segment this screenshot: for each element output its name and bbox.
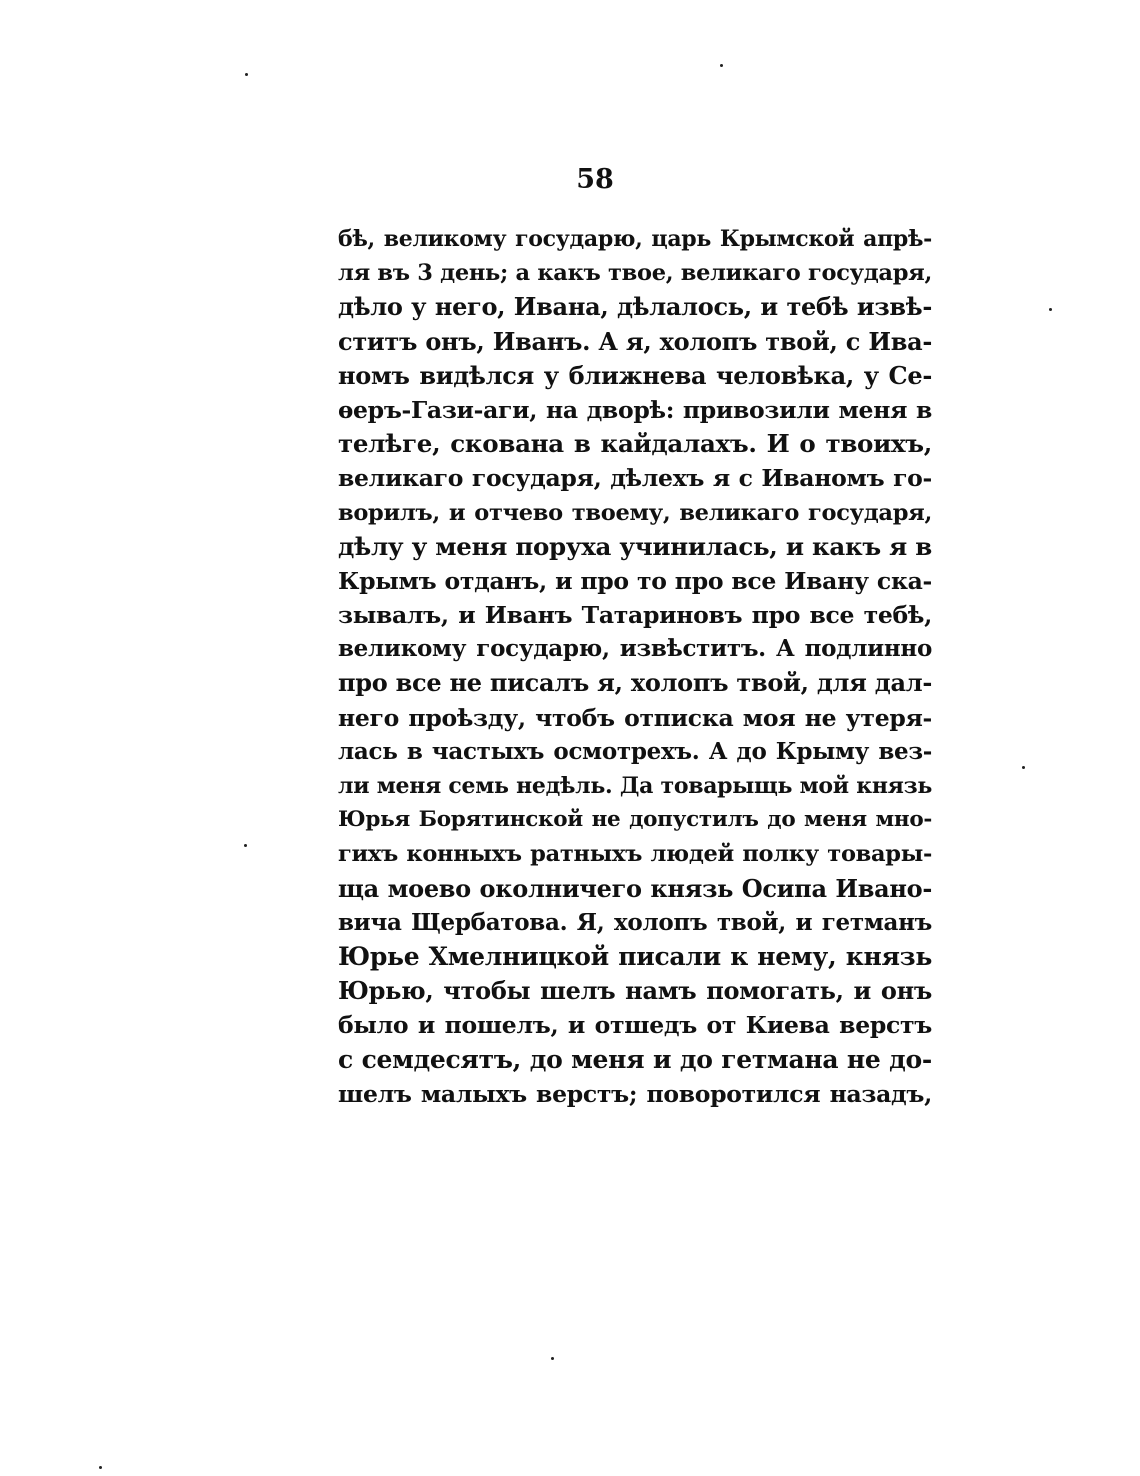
text-line: Крымъ отданъ, и про то про все Ивану ска-: [338, 566, 932, 595]
text-line: великаго государя, дѣлехъ я с Иваномъ го-: [338, 464, 932, 493]
text-line: великому государю, извѣститъ. А подлинно: [338, 635, 932, 663]
text-line: телѣге, скована в кайдалахъ. И о твоихъ,: [338, 429, 932, 459]
scan-speck: [99, 1466, 102, 1469]
scan-speck: [720, 64, 723, 67]
scan-speck: [551, 1357, 554, 1360]
text-line: ѳеръ-Гази-аги, на дворѣ: привозили меня в: [338, 395, 932, 424]
text-line: про все не писалъ я, холопъ твой, для дал-: [338, 668, 932, 698]
body-text: [338, 222, 932, 1111]
text-line: с семдесятъ, до меня и до гетмана не до-: [338, 1044, 932, 1074]
scan-speck: [245, 73, 248, 76]
text-line: ститъ онъ, Иванъ. А я, холопъ твой, с Ива-: [338, 326, 932, 356]
text-line: вича Щербатова. Я, холопъ твой, и гетманъ: [338, 908, 932, 936]
text-line: дѣло у него, Ивана, дѣлалось, и тебѣ извѣ-: [338, 292, 932, 322]
page-number: 58: [576, 164, 614, 195]
text-line: Юрья Борятинской не допустилъ до меня мно-: [338, 807, 932, 833]
text-line: было и пошелъ, и отшедъ от Киева верстъ: [338, 1011, 932, 1040]
text-line: ворилъ, и отчево твоему, великаго государя,: [338, 499, 932, 526]
text-line: зывалъ, и Иванъ Татариновъ про все тебѣ,: [338, 601, 932, 630]
text-line: ля въ 3 день; а какъ твое, великаго государя,: [338, 260, 932, 287]
text-line: Юрье Хмелницкой писали к нему, князь: [338, 941, 932, 971]
text-line: лась в частыхъ осмотрехъ. А до Крыму вез-: [338, 737, 932, 765]
text-line: ли меня семь недѣль. Да товарыщь мой князь: [338, 773, 932, 799]
scan-speck: [1049, 308, 1052, 311]
text-line: шелъ малыхъ верстъ; поворотился назадъ,: [338, 1079, 932, 1108]
text-line: него проѣзду, чтобъ отписка моя не утеря-: [338, 703, 932, 732]
text-line: ща моево околничего князь Осипа Ивано-: [338, 873, 932, 903]
text-line: гихъ конныхъ ратныхъ людей полку товары-: [338, 841, 932, 868]
text-line: Юрью, чтобы шелъ намъ помогать, и онъ: [338, 976, 932, 1006]
text-line: бѣ, великому государю, царь Крымской апрѣ-: [338, 226, 932, 252]
text-line: номъ видѣлся у ближнева человѣка, у Се-: [338, 360, 932, 390]
text-line: дѣлу у меня поруха учинилась, и какъ я в: [338, 531, 932, 561]
scan-speck: [244, 844, 247, 847]
scan-speck: [1022, 766, 1025, 769]
